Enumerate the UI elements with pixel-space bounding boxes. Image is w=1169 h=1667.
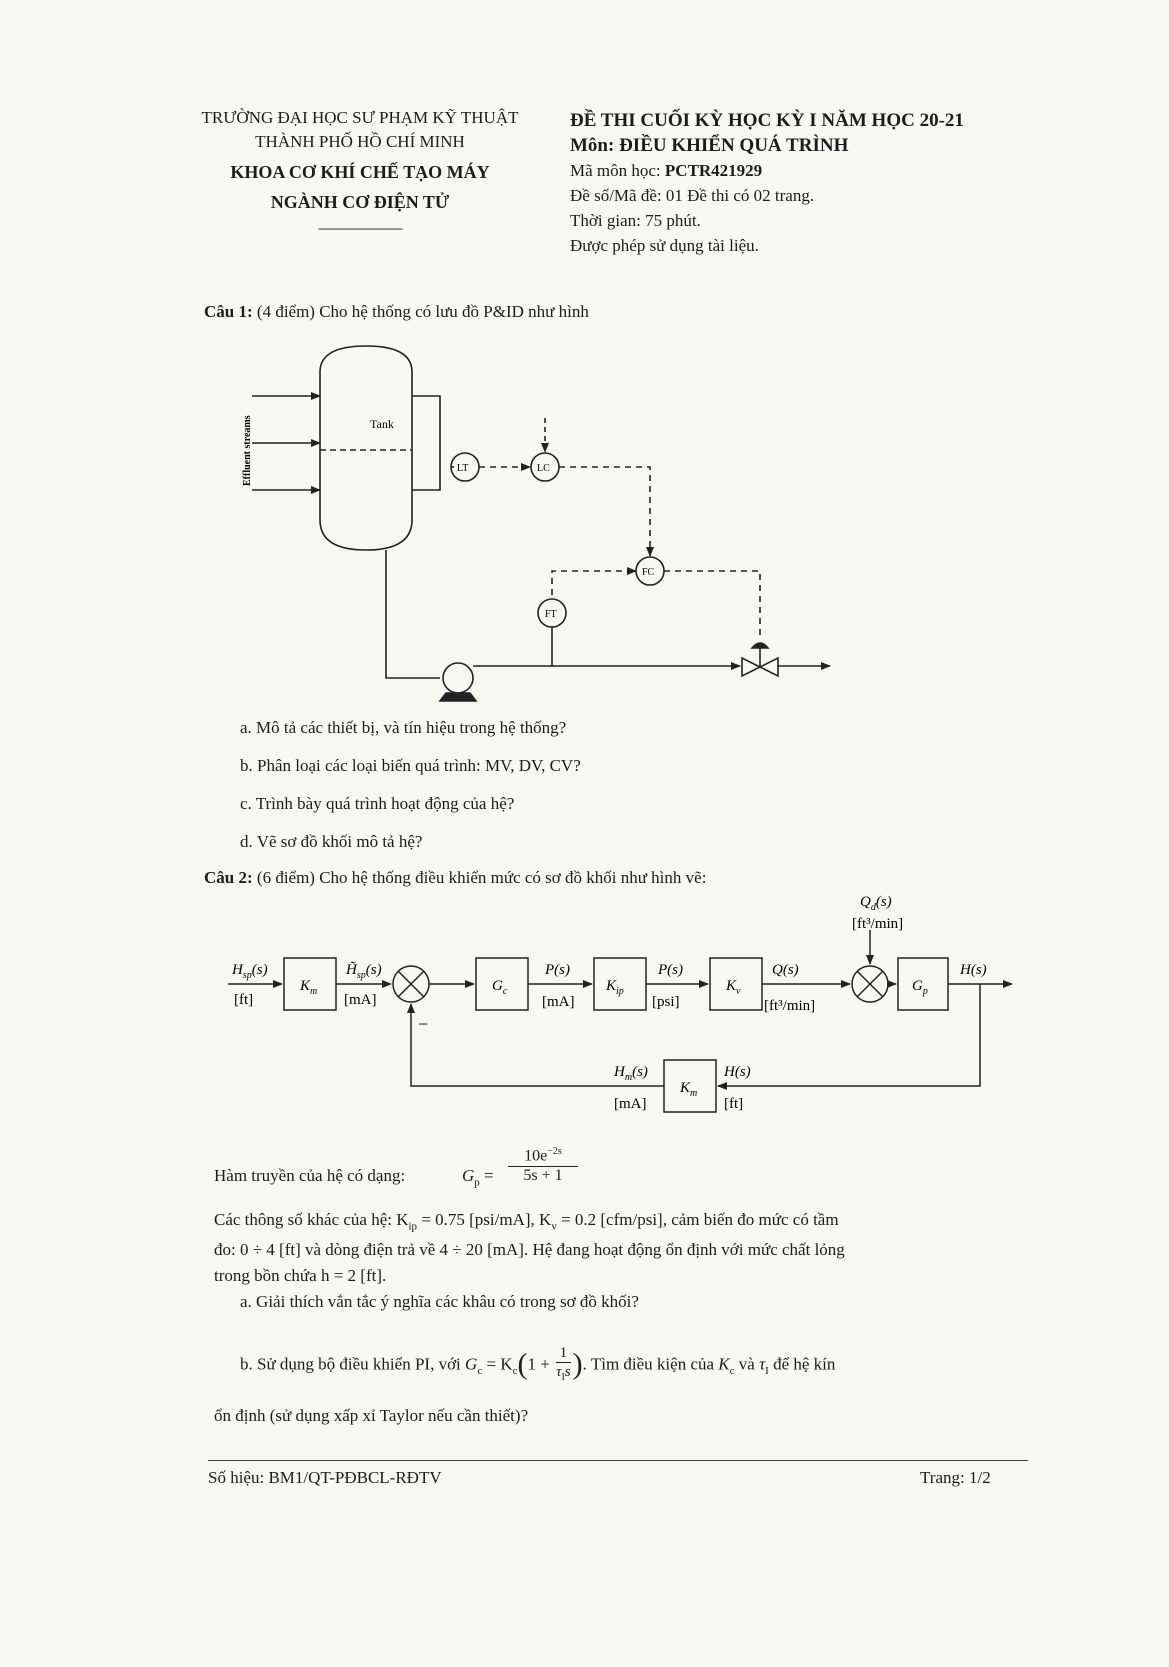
hs2-signal: H(s) [724,1064,751,1080]
gp-label: $G_p$ [912,978,928,997]
hs-signal: H(s) [960,962,987,978]
params-line-3: trong bồn chứa h = 2 [ft]. [214,1266,387,1285]
exam-docs: Được phép sử dụng tài liệu. [570,236,759,255]
gp-block [898,958,948,1010]
exam-time: Thời gian: 75 phút. [570,211,701,230]
ps2-signal: P(s) [658,962,683,978]
hsp-signal: $H_{sp}(s)$ [232,962,268,981]
hm-unit: [mA] [614,1096,647,1112]
gc-label: $G_c$ [492,978,508,997]
fc-label: FC [642,567,655,578]
footer-page: Trang: 1/2 [920,1468,991,1487]
kv-label: $K_v$ [726,978,741,997]
header-divider: ---------------------------- [318,221,402,235]
city-name: THÀNH PHỐ HỒ CHÍ MINH [255,132,465,151]
exam-number: Đề số/Mã đề: 01 Đề thi có 02 trang. [570,186,815,205]
ps2-unit: [psi] [652,994,680,1010]
question-2-title: Câu 2: (6 điểm) Cho hệ thống điều khiển mức có sơ đồ khối như hình vẽ: [204,868,707,887]
q1-part-a: a. Mô tả các thiết bị, và tín hiệu trong hệ thống? [240,718,567,737]
faculty-name: KHOA CƠ KHÍ CHẾ TẠO MÁY [230,162,490,182]
q2-part-a: a. Giải thích vắn tắc ý nghĩa các khâu có trong sơ đồ khối? [240,1292,639,1311]
effluent-label: Effluent streams [242,415,253,486]
hs2-unit: [ft] [724,1096,744,1112]
kip-label: $K_{ip}$ [606,978,624,997]
tf-numerator: $10e^{-2s}$ [524,1146,562,1165]
hsp-unit: [ft] [234,992,254,1008]
exam-title: ĐỀ THI CUỐI KỲ HỌC KỲ I NĂM HỌC 20-21 [570,110,964,131]
ps1-unit: [mA] [542,994,575,1010]
hsp2-signal: $H̃_{sp}(s)$ [346,962,382,981]
qs-unit: [ft³/min] [764,998,816,1014]
q2-part-b: b. Sử dụng bộ điều khiển PI, với $G_c = K_c(1$ + 1 $\tau_Is$ ). Tìm điều kiện của $K_c$ và $\tau_I$ để hệ kín [240,1344,1040,1387]
minus-sign: − [418,1014,429,1034]
hm-signal: $H_m(s)$ [614,1064,648,1083]
lt-label: LT [457,463,469,474]
params-line-1: Các thông số khác của hệ: $K_{ip} = 0.75$ [psi/mA], $K_v = 0.2$ [cfm/psi], cảm biến đo mức có tầm [214,1210,839,1233]
tf-fraction [508,1146,578,1185]
kip-block [594,958,646,1010]
tf-lhs: $G_p$ = [462,1166,494,1189]
q2-part-b-line2: ổn định (sử dụng xấp xỉ Taylor nếu cần thiết)? [214,1406,529,1425]
footer-rule [208,1460,1028,1461]
q1-part-c: c. Trình bày quá trình hoạt động của hệ? [240,794,515,813]
exam-code: Mã môn học: PCTR421929 [570,161,763,180]
question-1-title: Câu 1: (4 điểm) Cho hệ thống có lưu đồ P&ID như hình [204,302,589,321]
qd-unit: [ft³/min] [852,916,904,932]
qs-signal: Q(s) [772,962,799,978]
exam-subject: Môn: ĐIỀU KHIỂN QUÁ TRÌNH [570,135,849,156]
params-line-2: đo: 0 ÷ 4 [ft] và dòng điện trả về 4 ÷ 20 [mA]. Hệ đang hoạt động ổn định với mức chất lỏng [214,1240,845,1259]
km-label: $K_m$ [300,978,318,997]
km2-label: $K_m$ [680,1080,698,1099]
university-name: TRƯỜNG ĐẠI HỌC SƯ PHẠM KỸ THUẬT [201,108,519,127]
ft-label: FT [545,609,557,620]
lc-label: LC [537,463,550,474]
ps1-signal: P(s) [545,962,570,978]
tf-denominator: 5s + 1 [508,1166,578,1185]
qd-signal: $Q_d(s)$ [860,894,892,913]
hsp2-unit: [mA] [344,992,377,1008]
tank-label: Tank [370,417,394,431]
q1-part-d: d. Vẽ sơ đồ khối mô tả hệ? [240,832,423,851]
footer-code: Số hiệu: BM1/QT-PĐBCL-RĐTV [208,1468,442,1487]
tf-prefix: Hàm truyền của hệ có dạng: [214,1166,406,1185]
major-name: NGÀNH CƠ ĐIỆN TỬ [270,192,450,212]
q1-part-b: b. Phân loại các loại biến quá trình: MV, DV, CV? [240,756,581,775]
